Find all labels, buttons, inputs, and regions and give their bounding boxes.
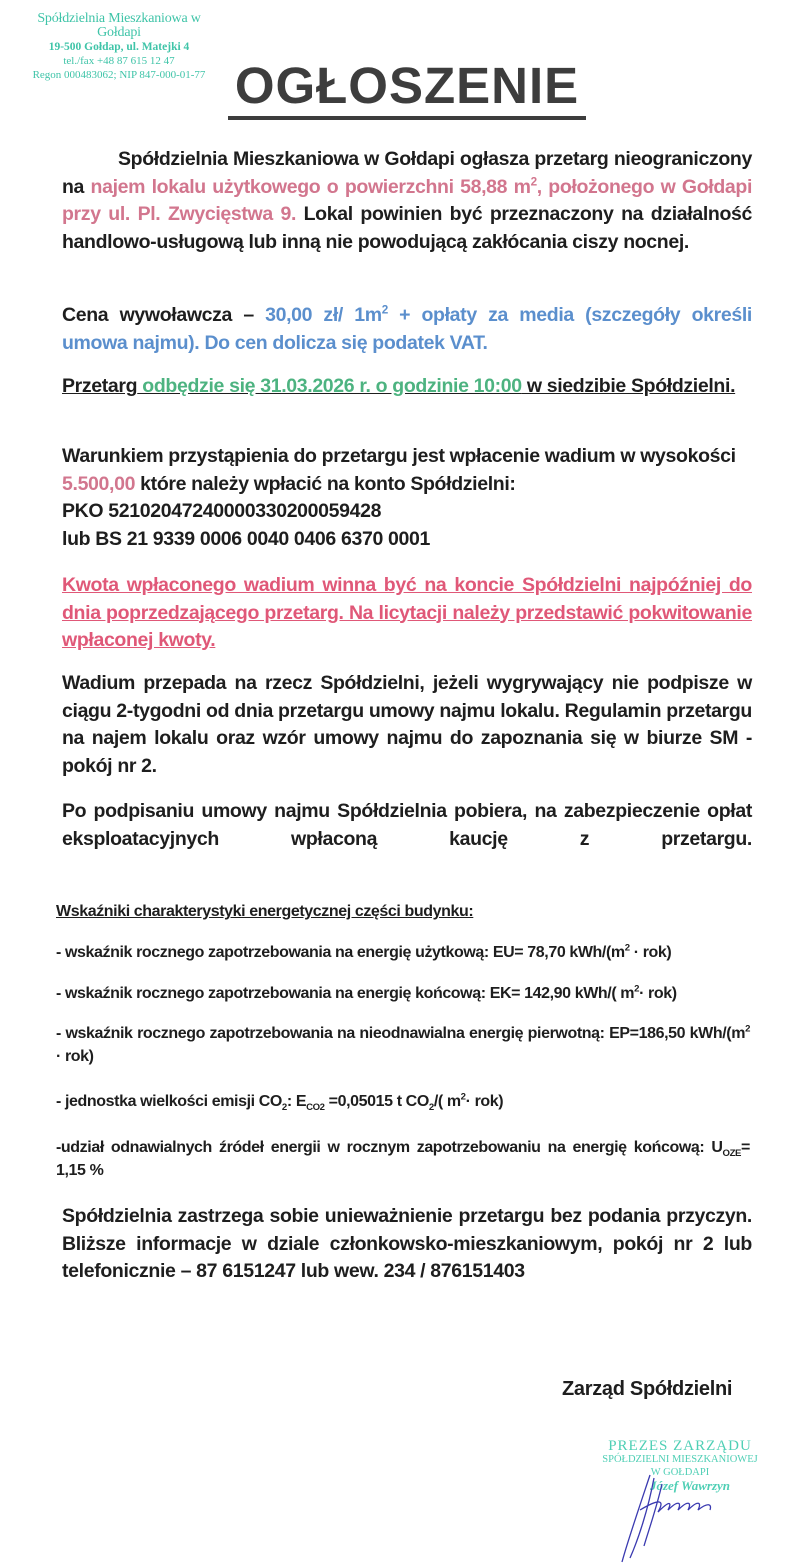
cooperative-stamp xyxy=(14,12,224,82)
auction-date: odbędzie się 31.03.2026 r. o godzinie 10:00 xyxy=(137,375,522,397)
paragraph-deposit-deadline: Kwota wpłaconego wadium winna być na koncie Spółdzielni najpóźniej do dnia poprzedzającego przetarg. Na licytacji należy przedstawić pokwitowanie wpłaconej kwoty. xyxy=(62,574,752,651)
offer-purpose: Lokal powinien być przeznaczony na działalność handlowo-usługową lub inną nie powodującą zakłócania ciszy nocnej. xyxy=(62,203,752,253)
stamp-phone: tel./fax +48 87 615 12 47 xyxy=(63,55,175,67)
auction-place: w siedzibie Spółdzielni. xyxy=(521,375,736,397)
offer-intro: Spółdzielnia Mieszkaniowa w Gołdapi ogłasza przetarg nieograniczony na xyxy=(62,148,752,198)
account-pko: PKO 52102047240000330200059428 xyxy=(62,500,382,522)
price-label: Cena wywoławcza – xyxy=(62,304,266,326)
offer-unit: najem lokalu użytkowego o powierzchni 58,88 $m^2$, położonego w Gołdapi przy ul. Pl. Zwycięstwa 9. xyxy=(62,175,753,225)
account-bs: lub BS 21 9339 0006 0040 0406 6370 0001 xyxy=(62,527,430,550)
page-title: OGŁOSZENIE xyxy=(228,56,586,120)
paragraph-forfeit: Wadium przepada na rzecz Spółdzielni, jeżeli wygrywający nie podpisze w ciągu 2-tygodni od dnia przetargu umowy najmu lokalu. Regulamin przetargu na najem lokalu oraz wzór umowy najmu do zapoznania się w biurze SM - pokój nr 2. xyxy=(62,672,752,777)
deposit-amount: 5.500,00 xyxy=(62,472,136,495)
price-value: 30,00 zł/ $1m^2$ + opłaty za media (szczegóły określi umowa najmu). Do cen dolicza się podatek VAT. xyxy=(62,303,752,354)
paragraph-contact: Spółdzielnia zastrzega sobie unieważnienie przetargu bez podania przyczyn. Bliższe informacje w dziale członkowsko-mieszkaniowym, pokój nr 2 lub telefonicznie – 87 6151247 lub wew. 234 / 876151403 xyxy=(62,1205,752,1282)
signature-label: Zarząd Spółdzielni xyxy=(562,1378,733,1400)
stamp-city: W GOŁDAPI xyxy=(650,1467,710,1478)
stamp-name: Spółdzielnia Mieszkaniowa w Gołdapi xyxy=(37,11,201,40)
handwritten-signature xyxy=(610,1470,750,1565)
paragraph-security-deposit: Po podpisaniu umowy najmu Spółdzielnia pobiera, na zabezpieczenie opłat eksploatacyjnych wpłaconą kaucję z przetargu. xyxy=(62,800,752,850)
paragraph-price xyxy=(62,302,752,357)
paragraph-deposit xyxy=(62,443,752,553)
energy-eu: - wskaźnik rocznego zapotrzebowania na energię użytkową: EU= 78,70 kWh/$(m^2 \cdot rok)$ xyxy=(56,942,672,961)
stamp-person: Józef Wawrzyn xyxy=(649,1478,731,1493)
stamp-address: 19-500 Gołdap, ul. Matejki 4 xyxy=(48,41,190,53)
paragraph-offer xyxy=(62,146,752,256)
stamp-registry: Regon 000483062; NIP 847-000-01-77 xyxy=(32,69,206,81)
deposit-text: Warunkiem przystąpienia do przetargu jest wpłacenie wadium w wysokości xyxy=(62,445,736,467)
energy-oze: -udział odnawialnych źródeł energii w rocznym zapotrzebowaniu na energię końcową: $U_{OZE}= 1,15$ % xyxy=(56,1139,750,1179)
energy-ek: - wskaźnik rocznego zapotrzebowania na energię końcową: EK= 142,90 kWh/( $m^2\cdot rok$) xyxy=(56,983,677,1002)
energy-co2: - jednostka wielkości emisji $CO_2$: $E_{CO2} =0,05015$ t $CO_2/$( $m^2\cdot rok$) xyxy=(56,1091,504,1114)
auction-label: Przetarg xyxy=(62,375,138,397)
stamp-org: SPÓŁDZIELNI MIESZKANIOWEJ xyxy=(602,1454,758,1465)
paragraph-auction-date xyxy=(62,373,752,401)
stamp-title: PREZES ZARZĄDU xyxy=(608,1438,752,1454)
energy-ep: - wskaźnik rocznego zapotrzebowania na nieodnawialna energię pierwotną: EP=186,50 kWh/$(m^2 \cdot rok)$ xyxy=(56,1023,750,1065)
energy-heading: Wskaźniki charakterystyki energetycznej części budynku: xyxy=(56,903,474,920)
deposit-account-text: które należy wpłacić na konto Spółdzielni: xyxy=(135,472,516,495)
